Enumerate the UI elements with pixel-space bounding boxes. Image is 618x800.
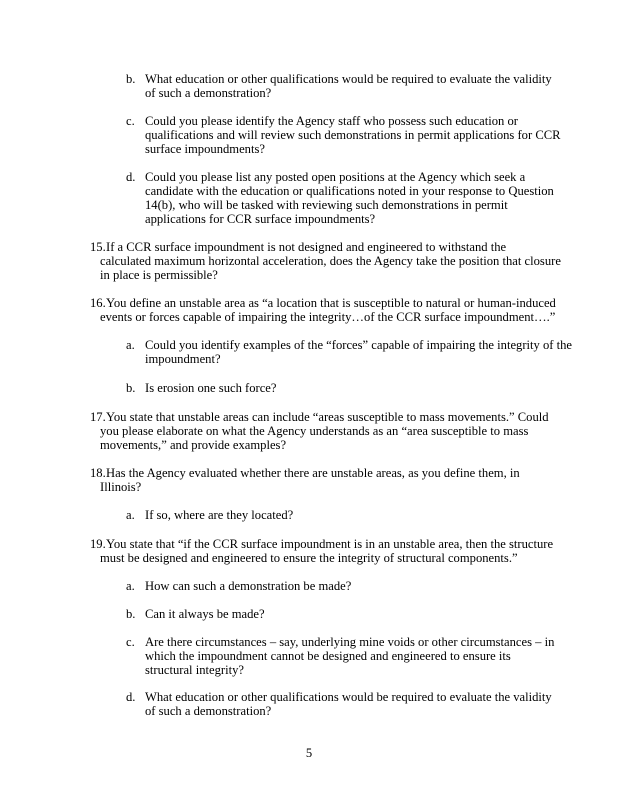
item-label: b. (126, 607, 136, 621)
text-line: events or forces capable of impairing the integrity…of the CCR surface impoundment….” (100, 310, 556, 324)
text-line: Illinois? (100, 480, 142, 494)
text-line: you please elaborate on what the Agency understands as an “area susceptible to mass (100, 424, 529, 438)
text-line: You define an unstable area as “a location that is susceptible to natural or human-induced (106, 296, 556, 310)
item-label: d. (126, 690, 136, 704)
item-number: 19. (90, 537, 106, 551)
question-18a (126, 508, 293, 522)
text-line: in place is permissible? (100, 268, 218, 282)
question-16b (126, 381, 276, 395)
question-14c (126, 114, 561, 156)
item-label: b. (126, 72, 136, 86)
question-15 (90, 240, 561, 282)
item-number: 15. (90, 240, 106, 254)
question-14d (126, 170, 554, 226)
text-line: 14(b), who will be tasked with reviewing such demonstrations in permit (145, 198, 508, 212)
question-16a (126, 338, 572, 366)
item-label: a. (126, 579, 135, 593)
text-line: If so, where are they located? (145, 508, 294, 522)
page-number: 5 (305, 746, 313, 760)
item-number: 17. (90, 410, 106, 424)
text-line: Could you please list any posted open positions at the Agency which seek a (145, 170, 526, 184)
text-line: If a CCR surface impoundment is not designed and engineered to withstand the (106, 240, 507, 254)
item-label: d. (126, 170, 136, 184)
text-line: movements,” and provide examples? (100, 438, 287, 452)
text-line: What education or other qualifications would be required to evaluate the validity (145, 690, 552, 704)
text-line: You state that unstable areas can include “areas susceptible to mass movements.” Could (106, 410, 549, 424)
item-label: a. (126, 508, 135, 522)
text-line: Is erosion one such force? (145, 381, 277, 395)
text-line: surface impoundments? (145, 142, 265, 156)
text-line: Could you identify examples of the “forces” capable of impairing the integrity of the (145, 338, 573, 352)
question-17 (90, 410, 549, 452)
text-line: structural integrity? (145, 663, 244, 677)
text-line: impoundment? (145, 352, 221, 366)
text-line: calculated maximum horizontal acceleration, does the Agency take the position that closure (100, 254, 561, 268)
text-line: Could you please identify the Agency staff who possess such education or (145, 114, 518, 128)
text-line: Are there circumstances – say, underlying mine voids or other circumstances – in (145, 635, 555, 649)
text-line: qualifications and will review such demonstrations in permit applications for CCR (145, 128, 561, 142)
text-line: Has the Agency evaluated whether there are unstable areas, as you define them, in (106, 466, 520, 480)
item-label: c. (126, 114, 135, 128)
question-19d (126, 690, 552, 718)
text-line: candidate with the education or qualifications noted in your response to Question (145, 184, 554, 198)
item-number: 18. (90, 466, 106, 480)
question-16 (90, 296, 556, 324)
question-19 (90, 537, 553, 565)
text-line: What education or other qualifications would be required to evaluate the validity (145, 72, 552, 86)
item-label: b. (126, 381, 136, 395)
question-19a (126, 579, 351, 593)
text-line: applications for CCR surface impoundments? (145, 212, 376, 226)
text-line: of such a demonstration? (145, 704, 272, 718)
item-number: 16. (90, 296, 106, 310)
text-line: Can it always be made? (145, 607, 265, 621)
text-line: must be designed and engineered to ensure the integrity of structural components.” (100, 551, 518, 565)
text-line: of such a demonstration? (145, 86, 272, 100)
item-label: c. (126, 635, 135, 649)
question-19b (126, 607, 265, 621)
text-line: You state that “if the CCR surface impoundment is in an unstable area, then the structure (106, 537, 554, 551)
text-line: How can such a demonstration be made? (145, 579, 352, 593)
question-19c (126, 635, 554, 677)
text-line: which the impoundment cannot be designed and engineered to ensure its (145, 649, 511, 663)
item-label: a. (126, 338, 135, 352)
question-18 (90, 466, 520, 494)
question-14b (126, 72, 552, 100)
